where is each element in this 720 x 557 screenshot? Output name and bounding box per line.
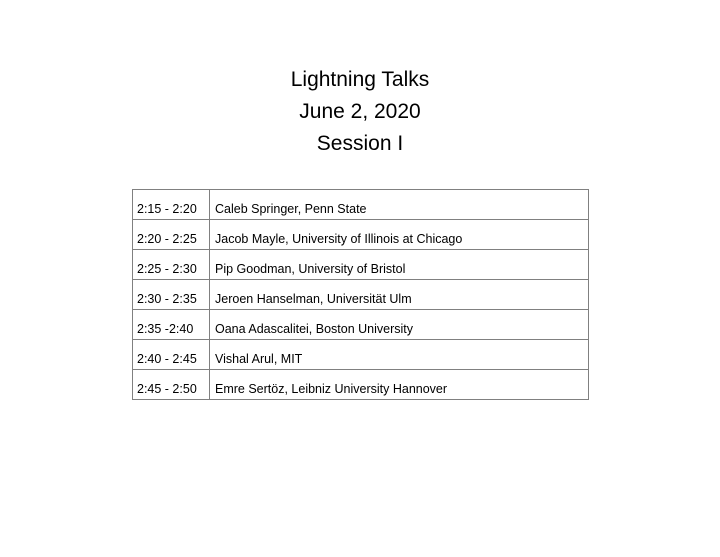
- time-slot-cell: 2:45 - 2:50: [133, 370, 210, 400]
- speaker-cell: Caleb Springer, Penn State: [210, 190, 589, 220]
- table-row: [133, 340, 589, 370]
- time-slot-cell: 2:30 - 2:35: [133, 280, 210, 310]
- table-row: [133, 370, 589, 400]
- table-row: [133, 220, 589, 250]
- time-slot-cell: 2:15 - 2:20: [133, 190, 210, 220]
- page-heading: [0, 64, 720, 160]
- speaker-cell: Vishal Arul, MIT: [210, 340, 589, 370]
- heading-date: June 2, 2020: [299, 100, 421, 123]
- speaker-cell: Pip Goodman, University of Bristol: [210, 250, 589, 280]
- table-row: [133, 280, 589, 310]
- speaker-cell: Oana Adascalitei, Boston University: [210, 310, 589, 340]
- heading-session: Session I: [316, 132, 404, 155]
- time-slot-cell: 2:25 - 2:30: [133, 250, 210, 280]
- time-slot-cell: 2:40 - 2:45: [133, 340, 210, 370]
- table-row: [133, 250, 589, 280]
- table-row: [133, 310, 589, 340]
- speaker-cell: Jacob Mayle, University of Illinois at Chicago: [210, 220, 589, 250]
- speaker-cell: Jeroen Hanselman, Universität Ulm: [210, 280, 589, 310]
- table-row: [133, 190, 589, 220]
- schedule-table: [132, 189, 589, 400]
- speaker-cell: Emre Sertöz, Leibniz University Hannover: [210, 370, 589, 400]
- time-slot-cell: 2:20 - 2:25: [133, 220, 210, 250]
- heading-title: Lightning Talks: [290, 68, 430, 91]
- time-slot-cell: 2:35 -2:40: [133, 310, 210, 340]
